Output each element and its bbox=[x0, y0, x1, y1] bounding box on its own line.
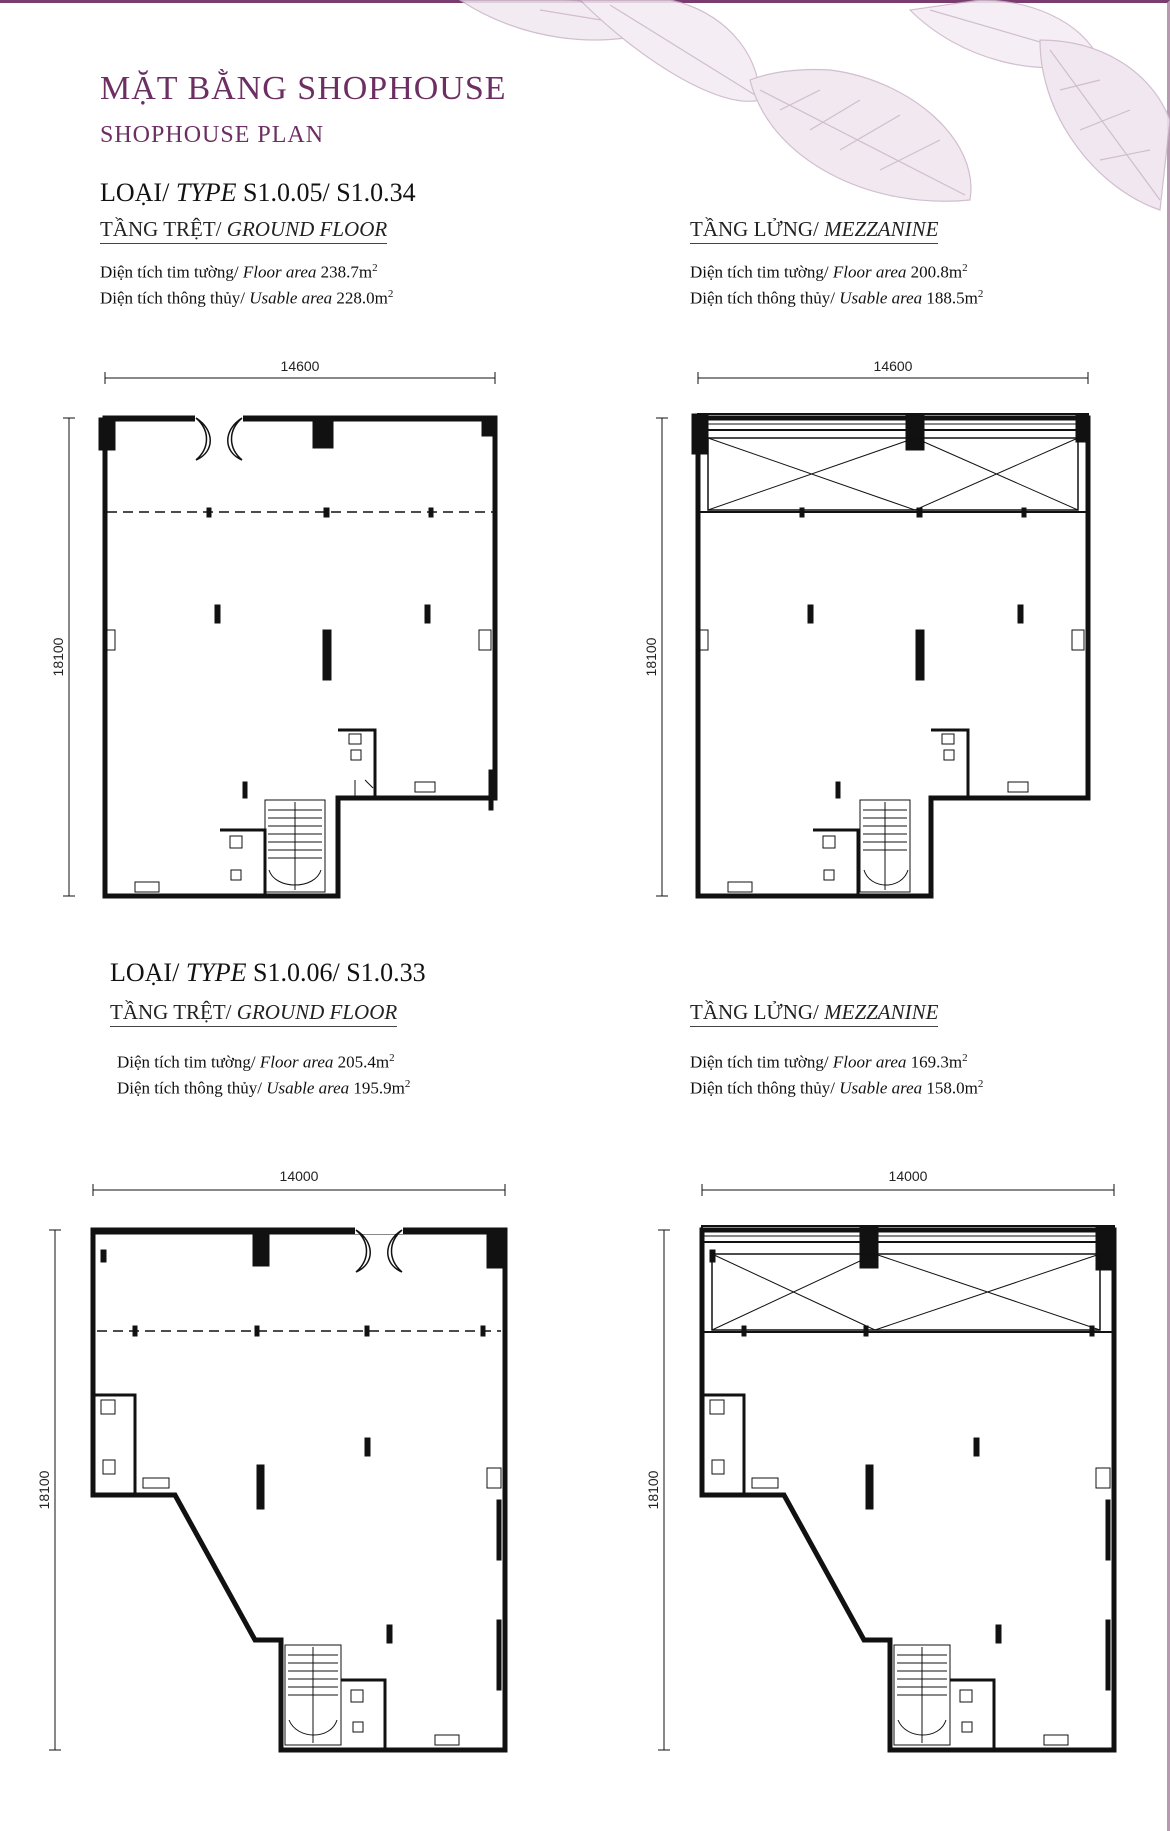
page-title: MẶT BẰNG SHOPHOUSE bbox=[100, 70, 507, 107]
floor-plan-type1-ground bbox=[50, 350, 515, 910]
type-label-2: LOẠI/ TYPE S1.0.06/ S1.0.33 bbox=[110, 958, 426, 987]
mezzanine-label-1: TẦNG LỬNG/ MEZZANINE bbox=[690, 217, 938, 244]
height-dimension: 18100 bbox=[643, 637, 659, 677]
ground-floor-label-2: TẦNG TRỆT/ GROUND FLOOR bbox=[110, 1000, 397, 1027]
mezzanine-usable-area-2: Diện tích thông thủy/ Usable area $158.0m^2$ bbox=[690, 1078, 984, 1098]
floor-plan-type2-mezzanine bbox=[630, 1160, 1130, 1760]
height-dimension: 18100 bbox=[36, 1470, 52, 1510]
mezzanine-floor-area-2: Diện tích tim tường/ Floor area $169.3m^2$ bbox=[690, 1052, 968, 1072]
width-dimension: 14600 bbox=[873, 358, 913, 374]
floor-plan-type1-mezzanine bbox=[630, 350, 1110, 910]
height-dimension: 18100 bbox=[50, 637, 66, 677]
width-dimension: 14000 bbox=[888, 1168, 928, 1184]
ground-floor-label-1: TẦNG TRỆT/ GROUND FLOOR bbox=[100, 217, 387, 244]
width-dimension: 14600 bbox=[280, 358, 320, 374]
mezzanine-floor-area-1: Diện tích tim tường/ Floor area $200.8m^2$ bbox=[690, 262, 968, 282]
ground-usable-area-2: Diện tích thông thủy/ Usable area $195.9m^2$ bbox=[117, 1078, 411, 1098]
page-subtitle: SHOPHOUSE PLAN bbox=[100, 122, 325, 148]
mezzanine-label-2: TẦNG LỬNG/ MEZZANINE bbox=[690, 1000, 938, 1027]
ground-usable-area-1: Diện tích thông thủy/ Usable area $228.0m^2$ bbox=[100, 288, 394, 308]
leaf-decoration bbox=[440, 0, 1170, 230]
floor-plan-type2-ground bbox=[35, 1160, 515, 1760]
type-label-1: LOẠI/ TYPE S1.0.05/ S1.0.34 bbox=[100, 178, 416, 207]
width-dimension: 14000 bbox=[279, 1168, 319, 1184]
ground-floor-area-2: Diện tích tim tường/ Floor area $205.4m^2$ bbox=[117, 1052, 395, 1072]
ground-floor-area-1: Diện tích tim tường/ Floor area $238.7m^2$ bbox=[100, 262, 378, 282]
height-dimension: 18100 bbox=[645, 1470, 661, 1510]
mezzanine-usable-area-1: Diện tích thông thủy/ Usable area $188.5m^2$ bbox=[690, 288, 984, 308]
